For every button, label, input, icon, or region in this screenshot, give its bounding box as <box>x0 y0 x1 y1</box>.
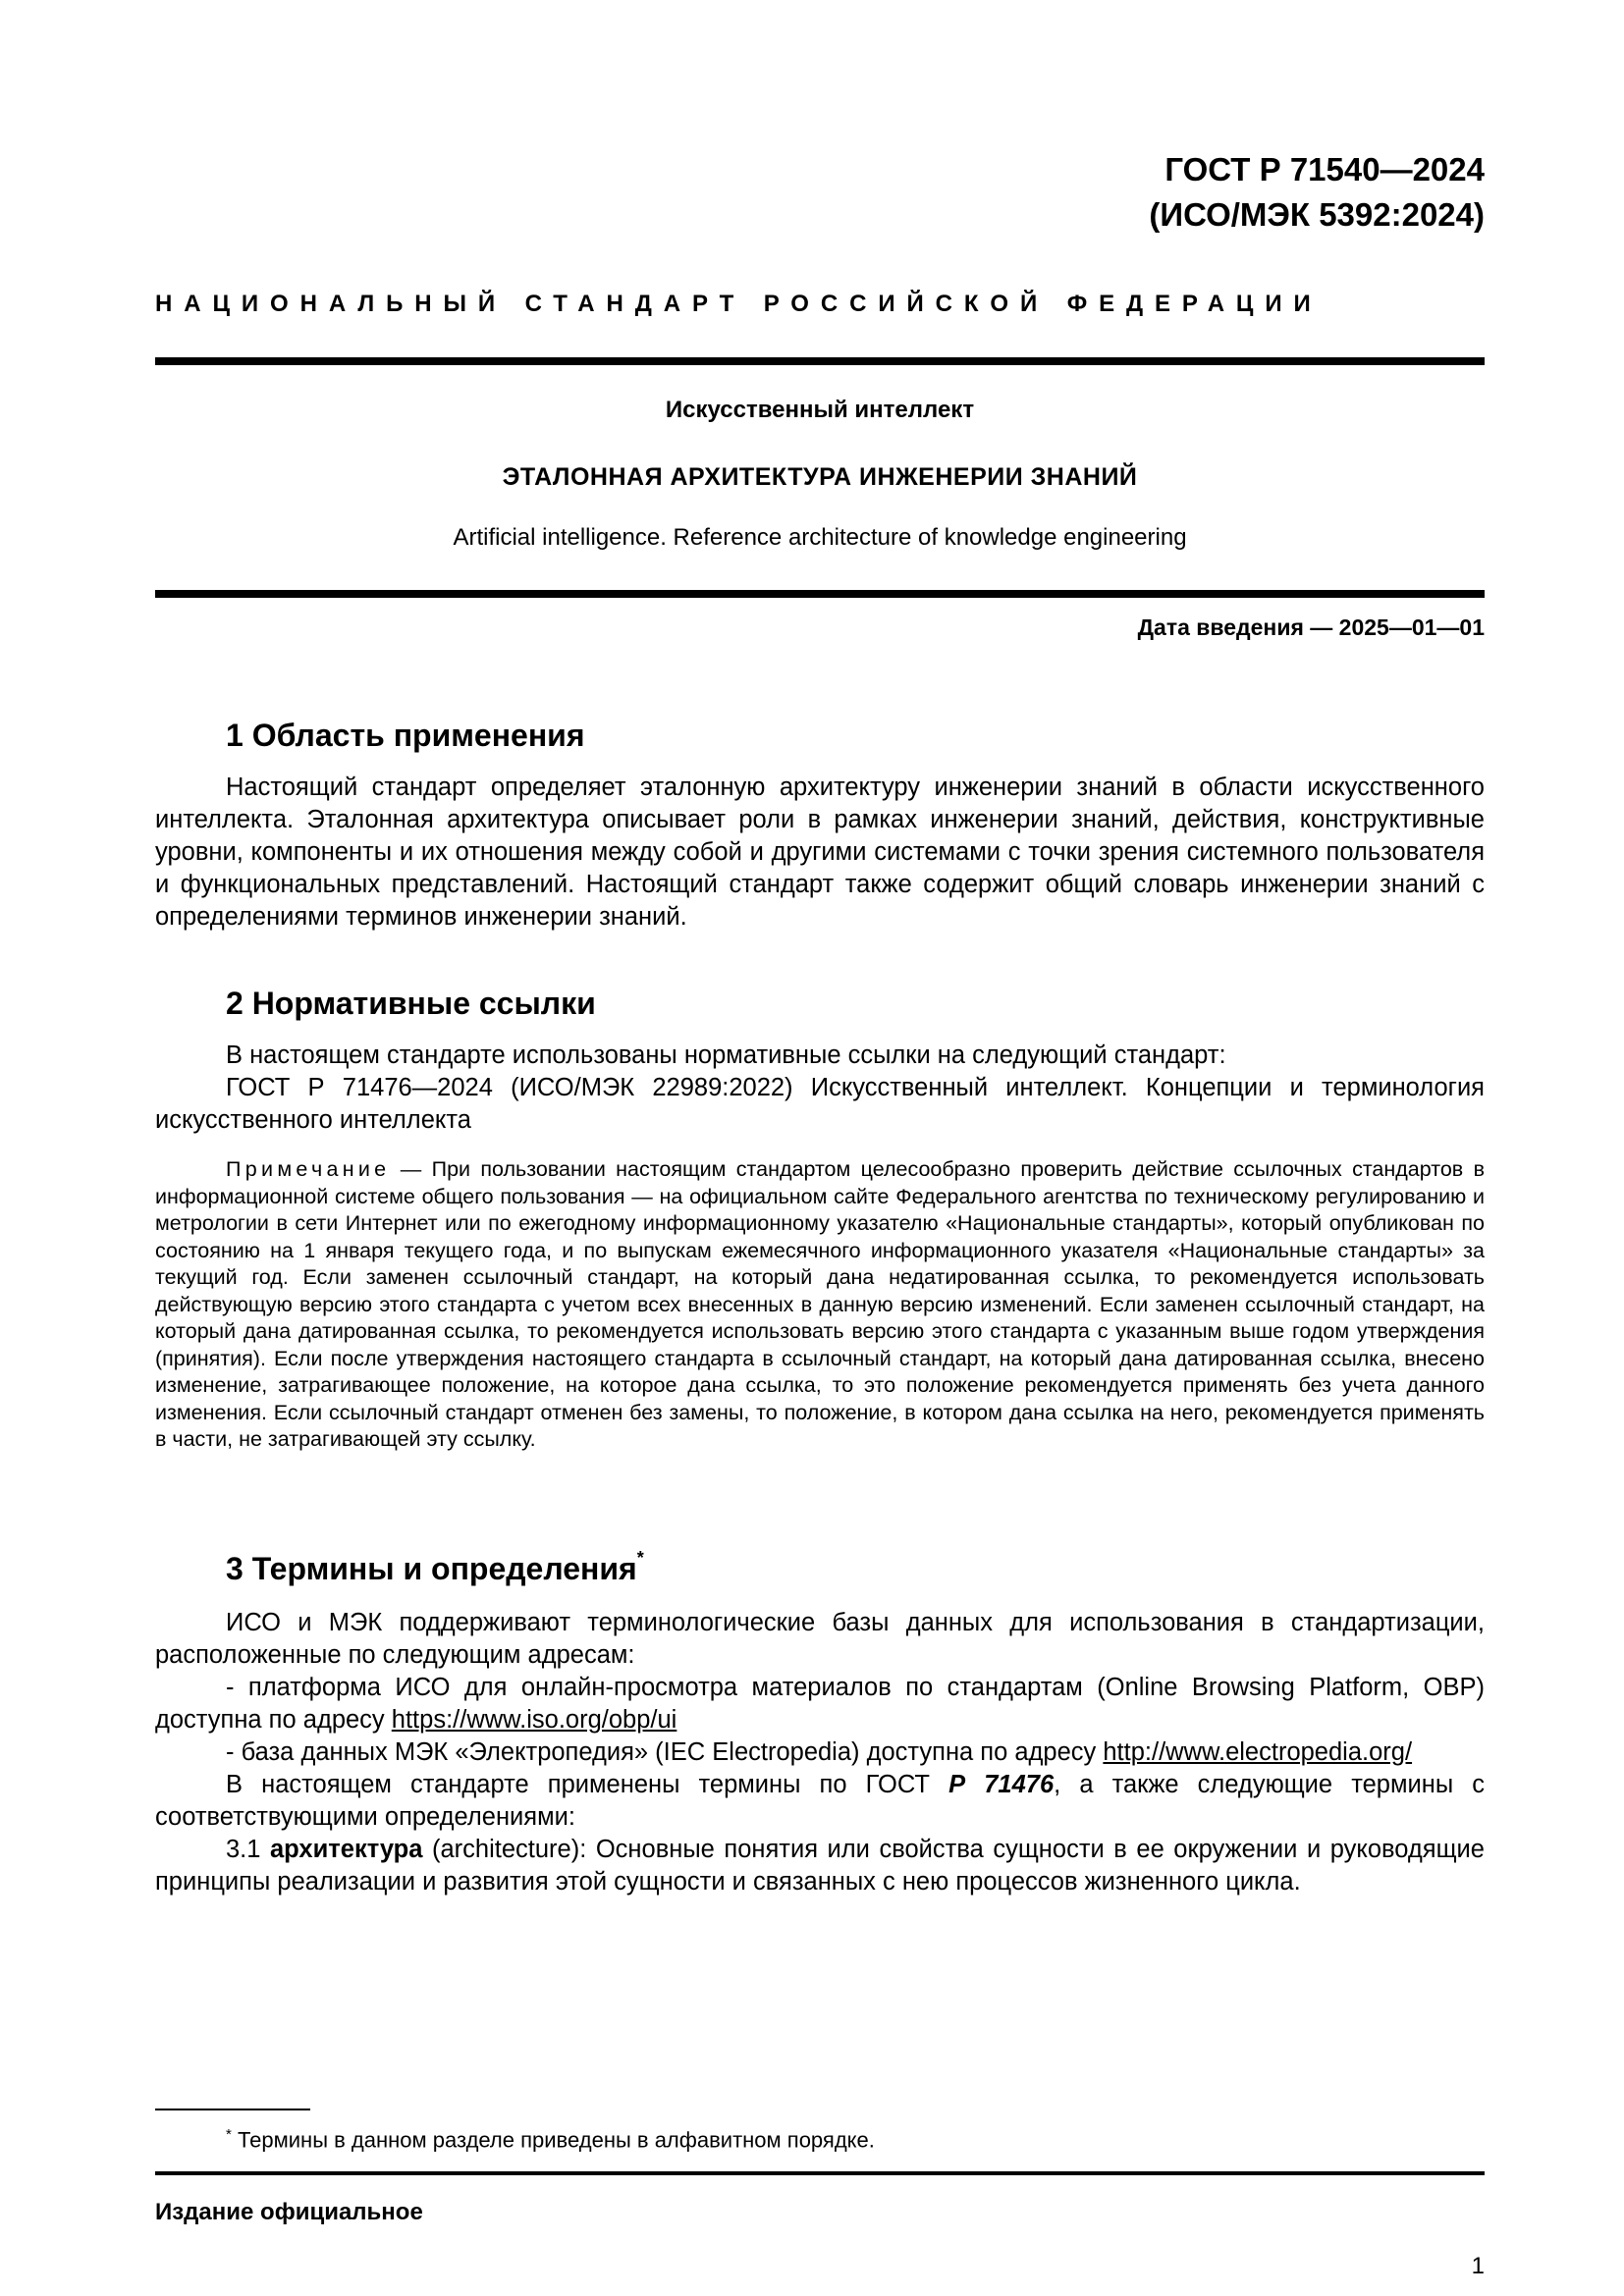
title-bottom-rule <box>155 590 1485 598</box>
section-3-heading: 3 Термины и определения* <box>226 1548 644 1586</box>
footnote-text: Термины в данном разделе приведены в алфавитном порядке. <box>231 2127 875 2153</box>
obp-link[interactable]: https://www.iso.org/obp/ui <box>391 1706 677 1734</box>
standard-designation <box>1149 147 1485 238</box>
section-2-heading: 2 Нормативные ссылки <box>226 986 596 1021</box>
section-3-paragraph-1: ИСО и МЭК поддерживают терминологические базы данных для использования в стандартизации, расположенные по следующим адресам: <box>155 1609 1485 1669</box>
title-group: Искусственный интеллект <box>665 397 975 423</box>
footnote <box>226 2120 875 2155</box>
top-rule <box>155 357 1485 365</box>
section-3-obp-item: - платформа ИСО для онлайн-просмотра материалов по стандартам (Online Browsing Platform, OBP) доступна по адресу https://www.iso.org/obp/ui <box>155 1674 1485 1734</box>
standard-number: ГОСТ Р 71540—2024 <box>1164 151 1485 187</box>
section-2-text-1: В настоящем стандарте использованы нормативные ссылки на следующий стандарт: <box>226 1041 1226 1069</box>
gost-reference: Р 71476 <box>948 1771 1055 1798</box>
footnote-separator <box>155 2109 310 2110</box>
section-3-electropedia-item: - база данных МЭК «Электропедия» (IEC Electropedia) доступна по адресу http://www.electropedia.org/ <box>226 1738 1413 1766</box>
national-standard-banner: НАЦИОНАЛЬНЫЙ СТАНДАРТ РОССИЙСКОЙ ФЕДЕРАЦИИ <box>155 291 1323 317</box>
note-text: — При пользовании настоящим стандартом целесообразно проверить действие ссылочных стандартов в информационной системе общего пользования — на официальном сайте Федерального агентства по техническому регулированию и метрологии в сети Интернет или по ежегодному информационному указателю «Национальные стандарты», который опубликован по состоянию на 1 января текущего года, и по выпускам ежемесячного информационного указателя «Национальные стандарты» за текущий год. Если заменен ссылочный стандарт, на который дана недатированная ссылка, то рекомендуется использовать действующую версию этого стандарта с учетом всех внесенных в данную версию изменений. Если заменен ссылочный стандарт, на который дана датированная ссылка, то рекомендуется использовать версию этого стандарта с указанным выше годом утверждения (принятия). Если после утверждения настоящего стандарта в ссылочный стандарт, на который дана датированная ссылка, внесено изменение, затрагивающее положение, на которое дана ссылка, то это положение рекомендуется применять без учета данного изменения. Если ссылочный стандарт отменен без замены, то положение, в котором дана ссылка на него, рекомендуется применять в части, не затрагивающей эту ссылку. <box>155 1157 1485 1451</box>
footnote-mark: * <box>226 2126 232 2143</box>
electropedia-link[interactable]: http://www.electropedia.org/ <box>1103 1738 1413 1766</box>
section-2-reference: ГОСТ Р 71476—2024 (ИСО/МЭК 22989:2022) Искусственный интеллект. Концепции и терминология искусственного интеллекта <box>155 1074 1485 1134</box>
section-1-text: Настоящий стандарт определяет эталонную архитектуру инженерии знаний в области искусственного интеллекта. Эталонная архитектура описывает роли в рамках инженерии знаний, действия, конструктивные уровни, компоненты и их отношения между собой и другими системами с точки зрения системного пользователя и функциональных представлений. Настоящий стандарт также содержит общий словарь инженерии знаний с определениями терминов инженерии знаний. <box>155 774 1485 931</box>
footer-rule <box>155 2171 1485 2175</box>
note-label: Примечание <box>226 1157 391 1181</box>
title-main: ЭТАЛОННАЯ АРХИТЕКТУРА ИНЖЕНЕРИИ ЗНАНИЙ <box>502 463 1138 491</box>
heading-footnote-mark: * <box>636 1548 644 1569</box>
title-english: Artificial intelligence. Reference architecture of knowledge engineering <box>453 524 1187 551</box>
page-number: 1 <box>1471 2253 1485 2279</box>
introduction-date: Дата введения — 2025—01—01 <box>1137 614 1485 640</box>
official-edition-label: Издание официальное <box>155 2199 423 2225</box>
section-2-note <box>155 1156 1485 1454</box>
iso-number: (ИСО/МЭК 5392:2024) <box>1149 196 1485 233</box>
term-name: архитектура <box>270 1836 423 1863</box>
section-3-paragraph-4: В настоящем стандарте применены термины по ГОСТ Р 71476, а также следующие термины с соответствующими определениями: <box>155 1771 1485 1831</box>
term-3-1: 3.1 архитектура (architecture): Основные понятия или свойства сущности в ее окружении и руководящие принципы реализации и развития этой сущности и связанных с нею процессов жизненного цикла. <box>155 1836 1485 1896</box>
section-1-heading: 1 Область применения <box>226 718 585 753</box>
